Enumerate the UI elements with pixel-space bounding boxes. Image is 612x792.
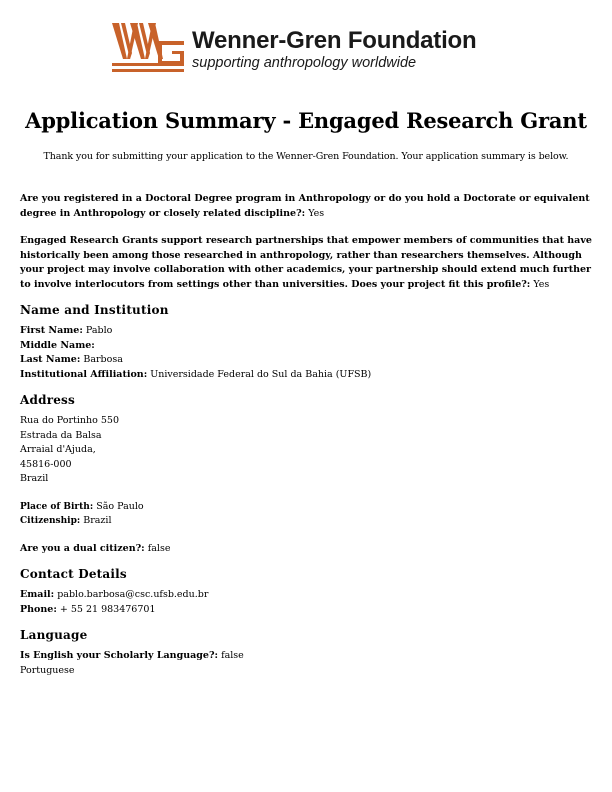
affiliation-label: Institutional Affiliation: — [20, 368, 148, 380]
foundation-name: Wenner-Gren Foundation — [192, 26, 477, 54]
english-value: false — [221, 650, 244, 661]
language-value: Portuguese — [20, 664, 75, 676]
doctoral-question-value: Yes — [308, 207, 325, 219]
foundation-logo — [110, 18, 500, 80]
middle-name-row — [20, 339, 592, 354]
citizenship-label: Citizenship: — [20, 516, 81, 526]
first-name-label: First Name: — [20, 325, 83, 336]
page-title: Application Summary - Engaged Research Grant — [25, 108, 587, 133]
engaged-question — [20, 234, 592, 292]
contact-section-heading: Contact Details — [20, 567, 127, 581]
intro-text: Thank you for submitting your application to the Wenner-Gren Foundation. Your application summary is below. — [43, 151, 569, 162]
last-name-label: Last Name: — [20, 354, 81, 365]
email-label: Email: — [20, 589, 55, 600]
first-name-value: Pablo — [85, 325, 113, 336]
birth-label: Place of Birth: — [20, 501, 94, 512]
dual-citizen-value: false — [147, 542, 171, 554]
doctoral-question-label: Are you registered in a Doctoral Degree program in Anthropology or do you hold a Doctorate or equivalent degree in Anthropology or closely related discipline?: — [20, 193, 590, 219]
email-value: pablo.barbosa@csc.ufsb.edu.br — [57, 589, 209, 600]
address-line: Brazil — [20, 473, 49, 484]
email-row — [20, 588, 592, 603]
address-section-heading: Address — [20, 393, 75, 407]
last-name-row — [20, 353, 592, 368]
application-summary — [20, 192, 592, 678]
name-section-heading: Name and Institution — [20, 303, 169, 317]
middle-name-label: Middle Name: — [20, 339, 95, 351]
address-line: Arraial d'Ajuda, — [20, 444, 96, 455]
last-name-value: Barbosa — [83, 354, 123, 365]
address-line: Rua do Portinho 550 — [20, 415, 120, 426]
phone-value: + 55 21 983476701 — [59, 603, 156, 615]
birth-row — [20, 500, 592, 515]
foundation-tagline: supporting anthropology worldwide — [192, 54, 417, 71]
doctoral-question — [20, 192, 592, 221]
engaged-question-label: Engaged Research Grants support research partnerships that empower members of communities that have historically been among those researched in anthropology, rather than researchers themselves. Although your project may involve collaboration with other academics, your partnership should extend much further to involve interlocutors from settings other than universities. Does your project fit this profile?: — [20, 235, 592, 290]
phone-label: Phone: — [20, 603, 57, 615]
first-name-row — [20, 324, 592, 339]
dual-citizen-row — [20, 542, 592, 557]
birth-value: São Paulo — [96, 500, 144, 512]
citizenship-value: Brazil — [83, 515, 112, 526]
english-row — [20, 649, 592, 664]
language-section-heading: Language — [20, 628, 88, 642]
wg-monogram-icon — [110, 19, 186, 79]
dual-citizen-label: Are you a dual citizen?: — [20, 542, 145, 554]
citizenship-row — [20, 514, 592, 529]
english-label: Is English your Scholarly Language?: — [20, 650, 219, 661]
affiliation-value: Universidade Federal do Sul da Bahia (UFSB) — [150, 368, 372, 380]
engaged-question-value: Yes — [533, 278, 550, 290]
phone-row — [20, 603, 592, 618]
address-line: 45816-000 — [20, 458, 72, 470]
address-line: Estrada da Balsa — [20, 429, 102, 441]
affiliation-row — [20, 368, 592, 383]
